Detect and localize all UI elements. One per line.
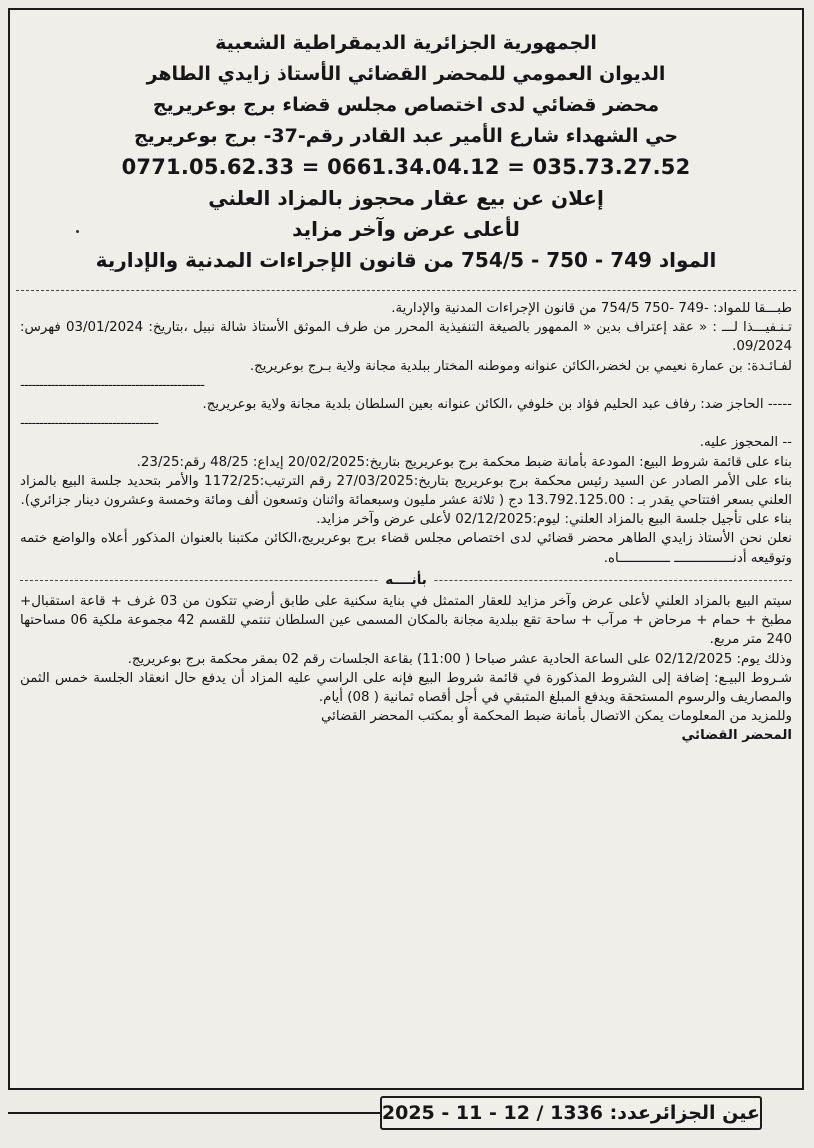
sale-conditions-list: بناء على قائمة شروط البيع: المودعة بأمانة ضبط محكمة برج بوعريريج بتاريخ:20/02/2025 إيداع: 48/25 رقم:23/25.: [136, 454, 792, 470]
contact-info: وللمزيد من المعلومات يمكن الاتصال بأمانة ضبط المحكمة أو بمكتب المحضر القضائي: [321, 709, 792, 725]
office-phones: 0771.05.62.33 = 0661.34.04.12 = 035.73.27.52: [121, 155, 691, 179]
court-order: بناء على الأمر الصادر عن السيد رئيس محكمة برج بوعريريج بتاريخ:27/03/2025 رقم الترتيب:1172/25 والأمر بتحديد جلسة البيع بالمزاد العلني بسعر افتتاحي يقدر بـ : 13.792.125.00 دج ( ثلاثة عشر مليون وسبعمائة واثنان وتسعون ألف ومائة وخمسة وعشرون دينار جزائري).: [20, 473, 792, 509]
office-address: حي الشهداء شارع الأمير عبد القادر رقم-37- برج بوعريريج: [133, 125, 679, 147]
publication-reference: عين الجزائرعدد: 1336 / 12 - 11 - 2025: [380, 1096, 762, 1130]
seizing-party: ----- الحاجز ضد: رفاف عبد الحليم فؤاد بن خلوفي ،الكائن عنوانه بعين السلطان بلدية مجانة ولاية بوعريريج.: [202, 397, 792, 413]
signature: المحضر القضائي: [681, 728, 792, 744]
sale-date: وذلك يوم: 02/12/2025 على الساعة الحادية عشر صباحا ( 11:00) بقاعة الجلسات رقم 02 بمقر محكمة برج بوعريريج.: [127, 651, 792, 667]
beneficiary: لفـائـدة: بن عمارة نعيمي بن لخضر،الكائن عنوانه وموطنه المختار ببلدية مجانة ولاية بـرج بوعريريج.: [249, 358, 792, 374]
header-divider: [16, 290, 796, 291]
footer-rule: [8, 1112, 380, 1114]
announcement-header: [10, 10, 802, 276]
announcement-subtitle: لأعلى عرض وآخر مزايد: [292, 217, 520, 241]
legal-basis: طبـــقا للمواد: -749 -750 754/5 من قانون الإجراءات المدنية والإدارية.: [391, 301, 792, 316]
print-speck: [76, 230, 79, 233]
announcement-body: [10, 299, 802, 746]
office-jurisdiction: محضر قضائي لدى اختصاص مجلس قضاء برج بوعريريج: [152, 94, 660, 116]
dash-rule: ------------------------------------: [20, 416, 158, 432]
dash-rule: ------------------------------------------------: [20, 377, 204, 393]
separator-label: بأنــــه: [379, 573, 433, 588]
announcement-title: إعلان عن بيع عقار محجوز بالمزاد العلني: [208, 186, 604, 210]
office-name: الديوان العمومي للمحضر القضائي الأستاذ زايدي الطاهر: [146, 63, 666, 85]
announcement-frame: [8, 8, 804, 1090]
republic-title: الجمهورية الجزائرية الديمقراطية الشعبية: [215, 32, 597, 54]
legal-articles: المواد 749 - 750 - 754/5 من قانون الإجراءات المدنية والإدارية: [95, 248, 717, 272]
property-description: سيتم البيع بالمزاد العلني لأعلى عرض وآخر مزايد للعقار المتمثل في بناية سكنية على طابق أرضي تتكون من 03 غرف + قاعة استقبال+ مطبخ + حمام + مرحاض + مرآب + ساحة تقع ببلدية مجانة بالمكان المسمى عين السلطان تنتمي للقسم 42 مجموعة ملكية 06 مساحتها 240 متر مربع.: [20, 594, 792, 648]
bailiff-declaration: نعلن نحن الأستاذ زايدي الطاهر محضر قضائي لدى اختصاص مجلس قضاء برج بوعريريج،الكائن مكتبنا بالعنوان المذكور أعلاه والواضع ختمه وتوقيعه أدنـــــــــــــــ ـــــــــــــاه.: [20, 531, 792, 566]
sale-terms: شـروط البيـع: إضافة إلى الشروط المذكورة في قائمة شروط البيع فإنه على الراسي عليه المزاد أن يدفع حال انعقاد الجلسة خمس الثمن والمصاريف والرسوم المستحقة ويدفع المبلغ المتبقي في أجل أقصاه ثمانية ( 08) أيام.: [20, 670, 792, 706]
execution-basis: تـنـفيـــذا لـــ : « عقد إعتراف بدين « الممهور بالصيغة التنفيذية المحرر من طرف الموثق الأستاذ شالة نبيل ،بتاريخ: 03/01/2024 فهرس: 09/2024.: [20, 320, 792, 355]
section-separator: [20, 570, 792, 590]
session-postponement: بناء على تأجيل جلسة البيع بالمزاد العلني: ليوم:02/12/2025 لأعلى عرض وآخر مزايد.: [316, 512, 792, 528]
seized-party: -- المحجوز عليه.: [699, 435, 792, 451]
